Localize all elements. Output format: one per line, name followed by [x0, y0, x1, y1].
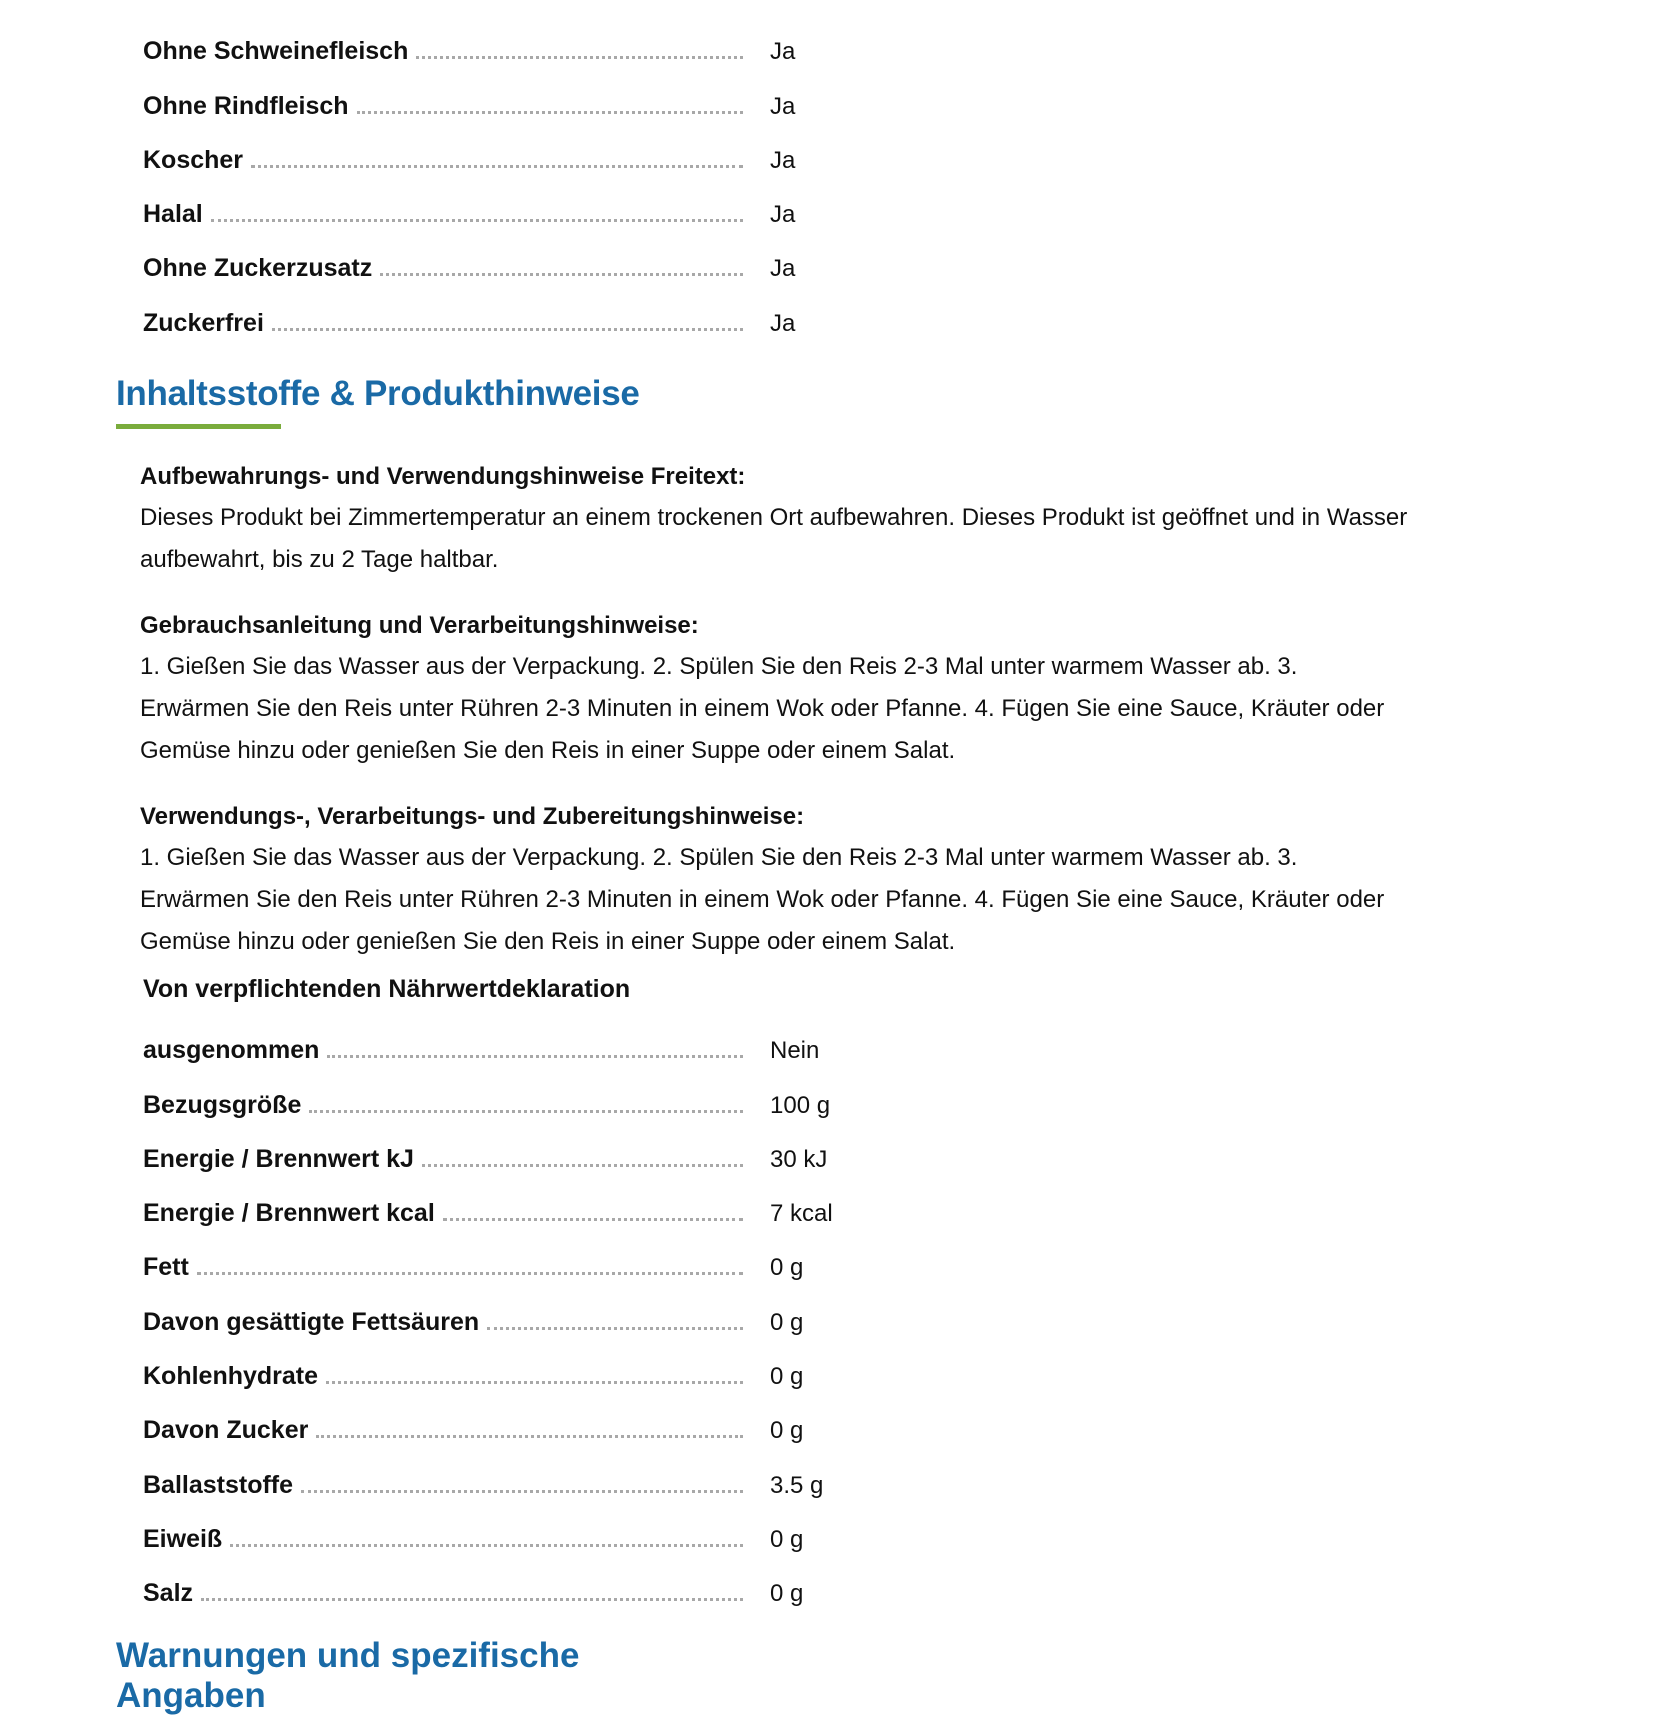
leader-dots	[422, 1164, 743, 1167]
kv-label: Halal	[143, 200, 203, 229]
kv-row	[143, 1554, 863, 1608]
kv-label: Energie / Brennwert kcal	[143, 1199, 435, 1228]
kv-row	[143, 1011, 863, 1065]
kv-label: Ohne Rindfleisch	[143, 91, 349, 120]
kv-value: 0 g	[770, 1254, 804, 1282]
nutrition-title: Von verpflichtenden Nährwertdeklaration	[143, 975, 631, 1003]
kv-row	[143, 1445, 863, 1499]
leader-dots	[211, 219, 743, 222]
kv-row	[143, 121, 863, 175]
note-title: Aufbewahrungs- und Verwendungshinweise Freitext:	[140, 463, 746, 490]
kv-value: Ja	[770, 309, 796, 337]
kv-row	[143, 1282, 863, 1336]
section-heading-underline	[116, 424, 281, 429]
leader-dots	[416, 56, 743, 59]
note-text: 1. Gießen Sie das Wasser aus der Verpackung. 2. Spülen Sie den Reis 2-3 Mal unter warmem Wasser ab. 3. Erwärmen Sie den Reis unter Rühren 2-3 Minuten in einem Wok oder Pfanne. 4. Fügen Sie eine Sauce, Kräuter oder Gemüse hinzu oder genießen Sie den Reis in einer Suppe oder einem Salat.	[140, 653, 1385, 764]
leader-dots	[380, 273, 743, 276]
kv-row	[143, 12, 863, 66]
kv-label: Ohne Zuckerzusatz	[143, 254, 373, 283]
next-section-heading	[116, 1636, 636, 1715]
kv-row	[143, 175, 863, 229]
leader-dots	[301, 1490, 743, 1493]
kv-label: Eiweiß	[143, 1524, 223, 1553]
kv-label: Davon Zucker	[143, 1416, 309, 1445]
kv-label: ausgenommen	[143, 1036, 320, 1065]
nutrition-list	[143, 1011, 863, 1608]
kv-value: Ja	[770, 255, 796, 283]
kv-label: Zuckerfrei	[143, 308, 264, 337]
leader-dots	[201, 1598, 743, 1601]
kv-value: 0 g	[770, 1580, 804, 1608]
leader-dots	[443, 1218, 743, 1221]
note-preparation	[140, 797, 1410, 963]
kv-row	[143, 1391, 863, 1445]
kv-label: Ohne Schweinefleisch	[143, 37, 409, 66]
section-heading: Inhaltsstoffe & Produkthinweise	[116, 374, 640, 413]
leader-dots	[251, 165, 743, 168]
kv-value: 100 g	[770, 1091, 831, 1119]
kv-value: Ja	[770, 92, 796, 120]
kv-value: Ja	[770, 201, 796, 229]
leader-dots	[272, 328, 743, 331]
note-title: Verwendungs-, Verarbeitungs- und Zubereitungshinweise:	[140, 803, 805, 830]
kv-row	[143, 283, 863, 337]
kv-row	[143, 1065, 863, 1119]
kv-value: 30 kJ	[770, 1145, 828, 1173]
kv-value: 0 g	[770, 1525, 804, 1553]
note-text: 1. Gießen Sie das Wasser aus der Verpackung. 2. Spülen Sie den Reis 2-3 Mal unter warmem Wasser ab. 3. Erwärmen Sie den Reis unter Rühren 2-3 Minuten in einem Wok oder Pfanne. 4. Fügen Sie eine Sauce, Kräuter oder Gemüse hinzu oder genießen Sie den Reis in einer Suppe oder einem Salat.	[140, 844, 1385, 955]
kv-row	[143, 229, 863, 283]
kv-label: Kohlenhydrate	[143, 1362, 319, 1391]
kv-value: Nein	[770, 1037, 820, 1065]
kv-value: 7 kcal	[770, 1200, 833, 1228]
kv-value: Ja	[770, 146, 796, 174]
kv-label: Salz	[143, 1579, 194, 1608]
leader-dots	[327, 1055, 743, 1058]
leader-dots	[487, 1327, 743, 1330]
leader-dots	[197, 1272, 743, 1275]
kv-label: Ballaststoffe	[143, 1470, 294, 1499]
kv-value: Ja	[770, 38, 796, 66]
kv-row	[143, 1337, 863, 1391]
kv-value: 0 g	[770, 1417, 804, 1445]
leader-dots	[230, 1544, 743, 1547]
kv-label: Energie / Brennwert kJ	[143, 1144, 414, 1173]
kv-value: 0 g	[770, 1308, 804, 1336]
kv-row	[143, 1174, 863, 1228]
kv-value: 0 g	[770, 1363, 804, 1391]
kv-label: Fett	[143, 1253, 189, 1282]
note-usage	[140, 606, 1410, 772]
leader-dots	[326, 1381, 743, 1384]
note-storage	[140, 457, 1410, 581]
leader-dots	[316, 1435, 743, 1438]
leader-dots	[357, 111, 743, 114]
diet-attributes-list	[143, 12, 863, 338]
leader-dots	[309, 1110, 743, 1113]
note-text: Dieses Produkt bei Zimmertemperatur an einem trockenen Ort aufbewahren. Dieses Produkt ist geöffnet und in Wasser aufbewahrt, bis zu 2 Tage haltbar.	[140, 504, 1408, 573]
kv-row	[143, 1120, 863, 1174]
kv-label: Bezugsgröße	[143, 1090, 302, 1119]
note-title: Gebrauchsanleitung und Verarbeitungshinweise:	[140, 612, 699, 639]
kv-row	[143, 1228, 863, 1282]
kv-row	[143, 1500, 863, 1554]
kv-label: Koscher	[143, 145, 244, 174]
kv-label: Davon gesättigte Fettsäuren	[143, 1307, 480, 1336]
kv-row	[143, 66, 863, 120]
kv-value: 3.5 g	[770, 1471, 824, 1499]
next-section-heading-text: Warnungen und spezifische Angaben	[116, 1636, 580, 1715]
